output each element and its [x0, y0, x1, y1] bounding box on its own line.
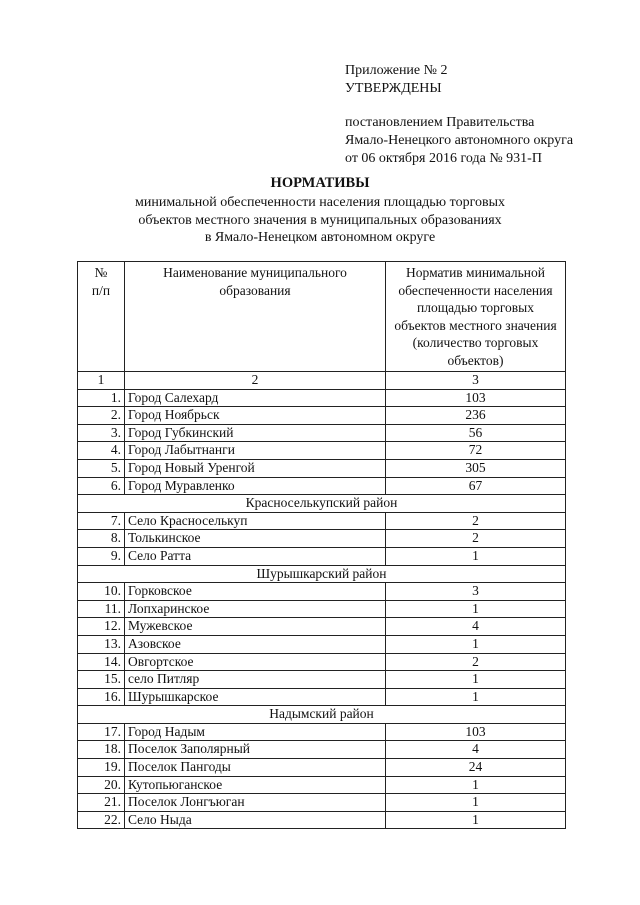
- municipality-name: Поселок Пангоды: [125, 759, 386, 777]
- section-title: Надымский район: [78, 706, 566, 724]
- municipality-name: Село Красноселькуп: [125, 512, 386, 530]
- row-number: 13.: [78, 635, 125, 653]
- norm-value: 1: [386, 794, 566, 812]
- index-cell: 1: [78, 372, 125, 390]
- row-number: 8.: [78, 530, 125, 548]
- municipality-name: Город Губкинский: [125, 424, 386, 442]
- municipality-name: Овгортское: [125, 653, 386, 671]
- norm-value: 1: [386, 547, 566, 565]
- row-number: 20.: [78, 776, 125, 794]
- norm-value: 4: [386, 618, 566, 636]
- row-number: 22.: [78, 811, 125, 829]
- table-row: [78, 688, 566, 706]
- header-line: Наименование муниципального: [163, 265, 347, 280]
- section-title: Красноселькупский район: [78, 495, 566, 513]
- norm-value: 24: [386, 759, 566, 777]
- table-row: [78, 776, 566, 794]
- table-row: [78, 600, 566, 618]
- municipality-name: Село Ратта: [125, 547, 386, 565]
- norm-value: 2: [386, 512, 566, 530]
- row-number: 2.: [78, 407, 125, 425]
- table-row: [78, 811, 566, 829]
- header-line: п/п: [91, 282, 111, 298]
- norm-value: 1: [386, 671, 566, 689]
- approved-label: УТВЕРЖДЕНЫ: [345, 81, 442, 96]
- municipality-name: Поселок Лонгъюган: [125, 794, 386, 812]
- column-header-num: [78, 262, 125, 372]
- header-line: объектов местного значения: [394, 317, 557, 333]
- row-number: 3.: [78, 424, 125, 442]
- norm-value: 1: [386, 635, 566, 653]
- norm-value: 3: [386, 583, 566, 601]
- table-row: [78, 459, 566, 477]
- municipality-name: Кутопьюганское: [125, 776, 386, 794]
- norm-value: 305: [386, 459, 566, 477]
- norm-value: 1: [386, 688, 566, 706]
- header-line: (количество торговых: [412, 335, 539, 350]
- index-cell: 3: [386, 372, 566, 390]
- municipality-name: Поселок Заполярный: [125, 741, 386, 759]
- header-line: объектов): [447, 352, 504, 368]
- norm-value: 4: [386, 741, 566, 759]
- row-number: 4.: [78, 442, 125, 460]
- table-row: [78, 741, 566, 759]
- municipality-name: Толькинское: [125, 530, 386, 548]
- norm-value: 2: [386, 530, 566, 548]
- municipality-name: Мужевское: [125, 618, 386, 636]
- row-number: 10.: [78, 583, 125, 601]
- table-row: [78, 618, 566, 636]
- header-line: №: [94, 265, 108, 280]
- document-subtitle: [0, 194, 640, 247]
- municipality-name: Лопхаринское: [125, 600, 386, 618]
- row-number: 17.: [78, 723, 125, 741]
- row-number: 9.: [78, 547, 125, 565]
- norm-value: 67: [386, 477, 566, 495]
- norms-table: [77, 261, 566, 829]
- decree-line: постановлением Правительства: [345, 115, 535, 130]
- row-number: 1.: [78, 389, 125, 407]
- row-number: 19.: [78, 759, 125, 777]
- table-row: [78, 759, 566, 777]
- header-line: обеспеченности населения: [398, 282, 553, 298]
- norm-value: 1: [386, 811, 566, 829]
- section-row: [78, 495, 566, 513]
- appendix-label: Приложение № 2: [345, 63, 448, 78]
- approval-header: [345, 62, 573, 168]
- row-number: 12.: [78, 618, 125, 636]
- subtitle-line: минимальной обеспеченности населения площадью торговых: [135, 195, 505, 210]
- section-row: [78, 565, 566, 583]
- municipality-name: Город Ноябрьск: [125, 407, 386, 425]
- table-row: [78, 442, 566, 460]
- table-row: [78, 794, 566, 812]
- index-cell: 2: [125, 372, 386, 390]
- row-number: 15.: [78, 671, 125, 689]
- subtitle-line: объектов местного значения в муниципальных образованиях: [138, 212, 502, 228]
- municipality-name: Шурышкарское: [125, 688, 386, 706]
- norm-value: 56: [386, 424, 566, 442]
- norm-value: 1: [386, 600, 566, 618]
- header-line: площадью торговых: [417, 300, 534, 315]
- column-header-value: [386, 262, 566, 372]
- decree-line: от 06 октября 2016 года № 931-П: [345, 151, 542, 166]
- table-header-row: [78, 262, 566, 372]
- row-number: 18.: [78, 741, 125, 759]
- municipality-name: Город Надым: [125, 723, 386, 741]
- table-row: [78, 389, 566, 407]
- table-row: [78, 723, 566, 741]
- row-number: 21.: [78, 794, 125, 812]
- table-row: [78, 407, 566, 425]
- norm-value: 103: [386, 723, 566, 741]
- norm-value: 236: [386, 407, 566, 425]
- section-row: [78, 706, 566, 724]
- municipality-name: Азовское: [125, 635, 386, 653]
- municipality-name: Город Муравленко: [125, 477, 386, 495]
- subtitle-line: в Ямало-Ненецком автономном округе: [204, 230, 436, 245]
- norm-value: 1: [386, 776, 566, 794]
- table-row: [78, 424, 566, 442]
- municipality-name: Город Лабытнанги: [125, 442, 386, 460]
- row-number: 14.: [78, 653, 125, 671]
- table-row: [78, 477, 566, 495]
- municipality-name: Село Ныда: [125, 811, 386, 829]
- row-number: 11.: [78, 600, 125, 618]
- header-line: образования: [219, 282, 291, 298]
- municipality-name: село Питляр: [125, 671, 386, 689]
- row-number: 5.: [78, 459, 125, 477]
- municipality-name: Горковское: [125, 583, 386, 601]
- norm-value: 72: [386, 442, 566, 460]
- row-number: 16.: [78, 688, 125, 706]
- row-number: 6.: [78, 477, 125, 495]
- document-title: НОРМАТИВЫ: [270, 175, 370, 191]
- municipality-name: Город Салехард: [125, 389, 386, 407]
- column-index-row: [78, 372, 566, 390]
- decree-line: Ямало-Ненецкого автономного округа: [345, 133, 574, 148]
- municipality-name: Город Новый Уренгой: [125, 459, 386, 477]
- norm-value: 103: [386, 389, 566, 407]
- table-row: [78, 635, 566, 653]
- table-row: [78, 671, 566, 689]
- table-row: [78, 547, 566, 565]
- table-row: [78, 512, 566, 530]
- table-row: [78, 530, 566, 548]
- table-row: [78, 583, 566, 601]
- row-number: 7.: [78, 512, 125, 530]
- column-header-name: [125, 262, 386, 372]
- section-title: Шурышкарский район: [78, 565, 566, 583]
- header-line: Норматив минимальной: [406, 265, 545, 280]
- norm-value: 2: [386, 653, 566, 671]
- table-row: [78, 653, 566, 671]
